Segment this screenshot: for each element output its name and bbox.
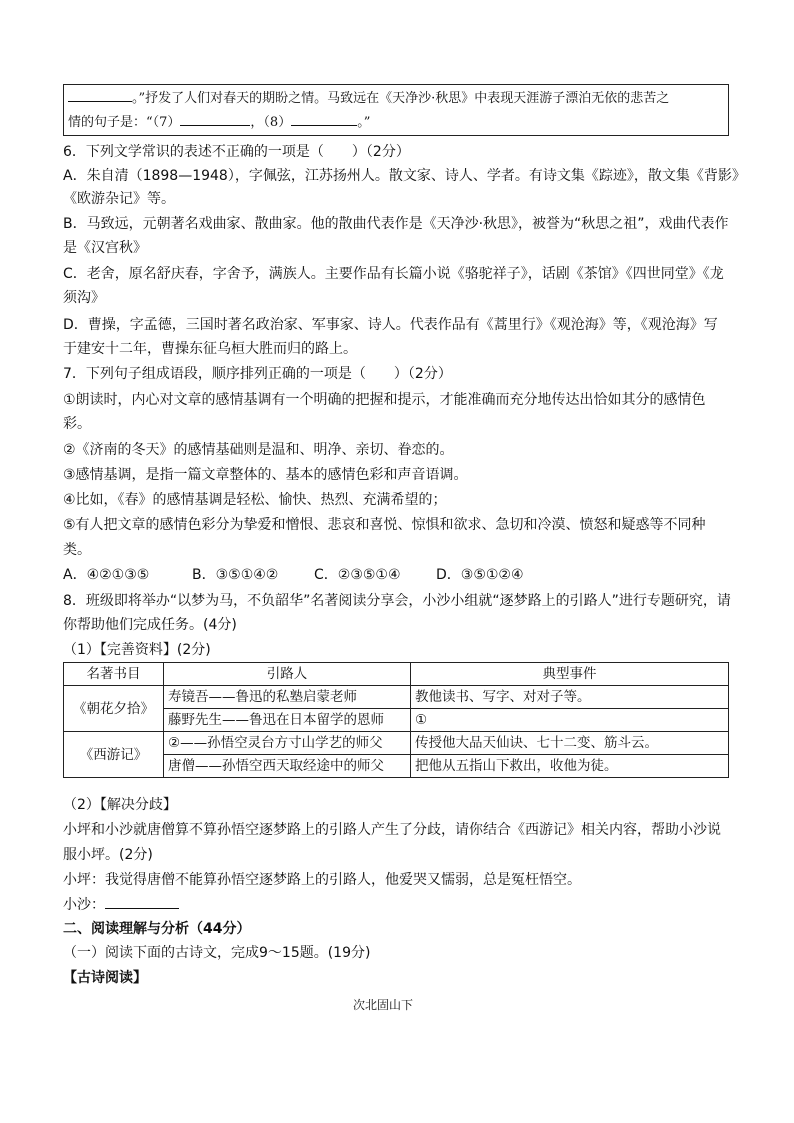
table-cell: 教他读书、写字、对对子等。 [411,686,729,709]
q6-stem: 6．下列文学常识的表述不正确的一项是（ ）（2分） [63,144,410,160]
q6-option-c-line2: 须沟》 [63,290,105,306]
fill-blank [68,88,132,102]
q7-stem: 7．下列句子组成语段，顺序排列正确的一项是（ ）（2分） [63,366,452,382]
box-line-2: 情的句子是：“（7） ，（8） 。” [68,112,370,133]
reading-label: 【古诗阅读】 [63,970,147,986]
answer-blank [105,895,179,909]
fill-blank-7 [180,112,250,126]
table-cell-book: 《西游记》 [64,732,164,778]
q8-xiaosha-answer: 小沙： [63,895,179,915]
table-cell: ① [411,709,729,732]
table-header-row [64,663,729,686]
table-cell: 传授他大品天仙诀、七十二变、筋斗云。 [411,732,729,755]
table-row [64,732,729,755]
q7-sentence-1a: ①朗读时，内心对文章的感情基调有一个明确的把握和提示，才能准确而充分地传达出恰如其分的感情色 [63,392,706,408]
table-row [64,755,729,778]
q6-option-b-line1: B．马致远，元朝著名戏曲家、散曲家。他的散曲代表作是《天净沙·秋思》，被誉为“秋思之祖”，戏曲代表作 [63,216,729,232]
q6-option-d-line2: 于建安十二年，曹操东征乌桓大胜而归的路上。 [63,341,357,357]
q7-option-a: A．④②①③⑤ [63,567,150,583]
q7-sentence-5a: ⑤有人把文章的感情色彩分为挚爱和憎恨、悲哀和喜悦、惊惧和欲求、急切和冷漠、愤怒和疑惑等不同种 [63,517,706,533]
q8-subtask-2: （2）【解决分歧】 [63,797,177,813]
q8-prompt-line1: 小坪和小沙就唐僧算不算孙悟空逐梦路上的引路人产生了分歧，请你结合《西游记》相关内容，帮助小沙说 [63,822,721,838]
table-cell-book: 《朝花夕拾》 [64,686,164,732]
q6-option-b-line2: 是《汉宫秋》 [63,240,147,256]
q8-xiaoping-statement: 小坪：我觉得唐僧不能算孙悟空逐梦路上的引路人，他爱哭又懦弱，总是冤枉悟空。 [63,872,581,888]
q7-sentence-5b: 类。 [63,542,91,558]
table-header-cell: 名著书目 [64,663,164,686]
q7-sentence-4: ④比如，《春》的感情基调是轻松、愉快、热烈、充满希望的； [63,492,447,508]
section-title: 二、阅读理解与分析（44分） [63,921,251,937]
section-subtitle: （一）阅读下面的古诗文，完成9～15题。(19分) [63,945,371,961]
q7-option-d: D．③⑤①②④ [436,567,524,583]
table-header-cell: 典型事件 [411,663,729,686]
box-line-1: 。”抒发了人们对春天的期盼之情。马致远在《天净沙·秋思》中表现天涯游子漂泊无依的悲苦之 [68,88,669,109]
q7-option-b: B．③⑤①④② [192,567,279,583]
book-table [63,662,729,778]
q7-sentence-2: ②《济南的冬天》的感情基础则是温和、明净、亲切、眷恋的。 [63,442,454,458]
table-row [64,709,729,732]
q6-option-d-line1: D．曹操，字孟德，三国时著名政治家、军事家、诗人。代表作品有《蒿里行》《观沧海》等，《观沧海》写 [63,317,718,333]
table-row [64,686,729,709]
q7-sentence-1b: 彩。 [63,416,91,432]
table-cell: 寿镜吾——鲁迅的私塾启蒙老师 [164,686,411,709]
table-cell: 唐僧——孙悟空西天取经途中的师父 [164,755,411,778]
q6-option-a-line2: 《欧游杂记》等。 [63,191,175,207]
table-cell: 把他从五指山下救出，收他为徒。 [411,755,729,778]
q8-stem-line2: 你帮助他们完成任务。(4分) [63,617,237,633]
fill-blank-8 [291,112,357,126]
table-cell: 藤野先生——鲁迅在日本留学的恩师 [164,709,411,732]
q8-subtask-1: （1）【完善资料】(2分) [63,642,211,658]
q7-option-c: C．②③⑤①④ [314,567,401,583]
table-cell: ②——孙悟空灵台方寸山学艺的师父 [164,732,411,755]
q8-stem-line1: 8．班级即将举办“以梦为马，不负韶华”名著阅读分享会，小沙小组就“逐梦路上的引路人”进行专题研究，请 [63,593,731,609]
poem-title: 次北固山下 [353,998,414,1012]
q8-prompt-line2: 服小坪。(2分) [63,847,153,863]
table-header-cell: 引路人 [164,663,411,686]
q6-option-a-line1: A．朱自清（1898—1948），字佩弦，江苏扬州人。散文家、诗人、学者。有诗文集《踪迹》，散文集《背影》 [63,168,746,184]
q7-sentence-3: ③感情基调，是指一篇文章整体的、基本的感情色彩和声音语调。 [63,467,468,483]
q6-option-c-line1: C．老舍，原名舒庆春，字舍予，满族人。主要作品有长篇小说《骆驼祥子》，话剧《茶馆》《四世同堂》《龙 [63,266,724,282]
